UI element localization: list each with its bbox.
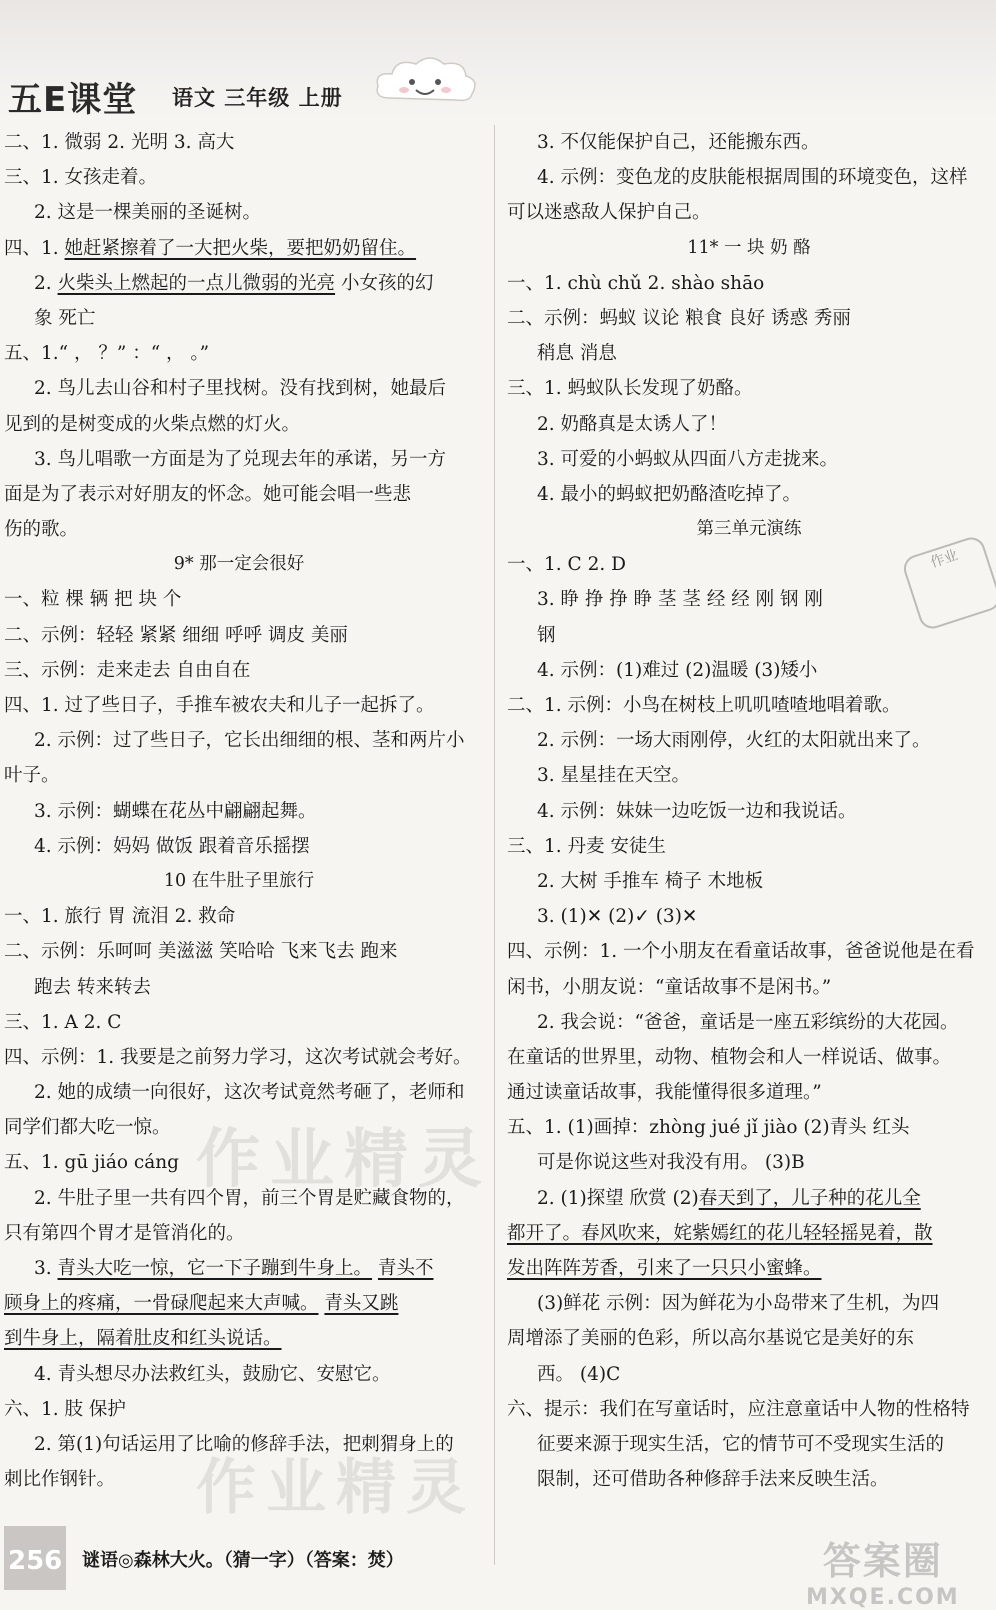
line-text: 见到的是树变成的火柴点燃的灯火。 bbox=[4, 413, 301, 435]
answer-line bbox=[4, 1040, 474, 1075]
line-text: 稍息 消息 bbox=[537, 343, 617, 365]
underlined-text: 青头又跳 bbox=[324, 1293, 399, 1315]
line-text: 可以迷惑敌人保护自己。 bbox=[507, 202, 711, 224]
line-text: 2. (1)探望 欣赏 (2) bbox=[537, 1187, 699, 1209]
answer-line bbox=[4, 653, 474, 688]
line-text: 三、1. 丹麦 安徒生 bbox=[507, 835, 666, 857]
riddle-text: 谜语◎森林大火。（猜一字）（答案：焚） bbox=[82, 1550, 404, 1571]
line-text: 一、1. 旅行 胃 流泪 2. 救命 bbox=[4, 906, 236, 928]
line-text: 二、示例：乐呵呵 美滋滋 笑哈哈 飞来飞去 跑来 bbox=[4, 941, 398, 963]
line-text: 第三单元演练 bbox=[696, 519, 802, 540]
answer-line bbox=[4, 1110, 474, 1145]
answer-line bbox=[507, 794, 991, 829]
line-text: 钢 bbox=[537, 624, 556, 646]
line-text: 六、1. 肢 保护 bbox=[4, 1398, 126, 1420]
subject-label: 语文 三年级 上册 bbox=[172, 86, 343, 110]
line-text: 刺比作钢针。 bbox=[4, 1469, 116, 1491]
answer-line bbox=[507, 301, 991, 336]
line-text: 4. 青头想尽办法救红头，鼓励它、安慰它。 bbox=[34, 1363, 391, 1385]
answer-line bbox=[507, 1181, 991, 1216]
underlined-text: 都开了。春风吹来，姹紫嫣红的花儿轻轻摇晃着，散 bbox=[507, 1222, 933, 1244]
line-text: 象 死亡 bbox=[34, 307, 96, 329]
line-text: 可是你说这些对我没有用。 (3)B bbox=[537, 1152, 805, 1174]
line-text: 2. 这是一棵美丽的圣诞树。 bbox=[34, 202, 262, 224]
line-text: 一、粒 棵 辆 把 块 个 bbox=[4, 589, 182, 611]
answer-line bbox=[507, 1427, 991, 1462]
answer-line bbox=[4, 1075, 474, 1110]
line-text: (3)鲜花 示例：因为鲜花为小岛带来了生机，为四 bbox=[537, 1293, 940, 1315]
left-column bbox=[4, 125, 474, 1497]
line-text: 五、1. gū jiáo cáng bbox=[4, 1152, 180, 1174]
answer-line bbox=[4, 407, 474, 442]
line-text: 四、示例：1. 一个小朋友在看童话故事，爸爸说他是在看 bbox=[507, 941, 975, 963]
answer-line bbox=[4, 723, 474, 758]
line-text: 9* 那一定会很好 bbox=[173, 554, 305, 575]
underlined-text: 发出阵阵芳香，引来了一只只小蜜蜂。 bbox=[507, 1258, 822, 1279]
section-title bbox=[507, 231, 991, 266]
line-text: 西。 (4)C bbox=[537, 1363, 621, 1385]
line-text: 四、1. 过了些日子，手推车被农夫和儿子一起拆了。 bbox=[4, 695, 435, 716]
line-text: 周增添了美丽的色彩，所以高尔基说它是美好的东 bbox=[507, 1328, 915, 1350]
answer-line bbox=[4, 618, 474, 653]
line-text: 四、1. bbox=[4, 237, 65, 259]
answer-line bbox=[4, 160, 474, 195]
answer-line bbox=[507, 195, 991, 230]
answer-line bbox=[4, 195, 474, 230]
line-text: 4. 示例：变色龙的皮肤能根据周围的环境变色，这样 bbox=[537, 167, 968, 189]
line-text: 同学们都大吃一惊。 bbox=[4, 1117, 171, 1139]
answer-line bbox=[4, 266, 474, 301]
line-text: 小女孩的幻 bbox=[335, 272, 434, 294]
line-text: 伤的歌。 bbox=[4, 519, 79, 541]
line-text: 五、1. (1)画掉：zhòng jué jǐ jiào (2)青头 红头 bbox=[507, 1117, 910, 1139]
line-text: 征要来源于现实生活，它的情节可不受现实生活的 bbox=[537, 1433, 945, 1455]
answer-line bbox=[4, 1392, 474, 1427]
line-text: 跑去 转来转去 bbox=[34, 976, 151, 998]
page-number-box bbox=[4, 1526, 66, 1590]
line-text: 一、1. chù chǔ 2. shào shāo bbox=[507, 272, 765, 294]
answer-line bbox=[507, 407, 991, 442]
line-text: 2. 奶酪真是太诱人了！ bbox=[537, 413, 728, 435]
answer-line bbox=[4, 1357, 474, 1392]
answer-line bbox=[4, 582, 474, 617]
underlined-text: 火柴头上燃起的一点儿微弱的光亮 bbox=[57, 272, 336, 294]
answer-line bbox=[507, 899, 991, 934]
answer-line bbox=[507, 688, 991, 723]
answer-line bbox=[4, 512, 474, 547]
line-text: 2. 她的成绩一向很好，这次考试竟然考砸了，老师和 bbox=[34, 1082, 465, 1104]
line-text: 3. (1)✕ (2)✓ (3)✕ bbox=[537, 906, 698, 928]
section-title bbox=[4, 864, 474, 899]
answer-line bbox=[4, 1005, 474, 1040]
answer-line bbox=[507, 1075, 991, 1110]
answer-line bbox=[507, 934, 991, 969]
answer-line bbox=[4, 477, 474, 512]
line-text: 3. 可爱的小蚂蚁从四面八方走拢来。 bbox=[537, 448, 839, 470]
answer-line bbox=[507, 1392, 991, 1427]
answer-line bbox=[507, 477, 991, 512]
answer-line bbox=[4, 1181, 474, 1216]
watermark-logo-text: 答案圈 bbox=[822, 1539, 943, 1583]
line-text: 2. 第(1)句话运用了比喻的修辞手法，把刺猬身上的 bbox=[34, 1433, 454, 1455]
watermark-text-1: 作业精灵 bbox=[196, 1123, 492, 1197]
answer-line bbox=[4, 934, 474, 969]
answer-line bbox=[4, 899, 474, 934]
line-text: 2. 示例：一场大雨刚停，火红的太阳就出来了。 bbox=[537, 730, 931, 752]
answer-line bbox=[507, 1216, 991, 1251]
line-text: 4. 示例：妹妹一边吃饭一边和我说话。 bbox=[537, 800, 857, 822]
answer-line bbox=[507, 758, 991, 793]
underlined-text: 青头大吃一惊，它一下子蹦到牛身上。 bbox=[57, 1258, 373, 1279]
line-text: 3. bbox=[34, 1258, 58, 1279]
page-header bbox=[0, 0, 996, 118]
line-text: 叶子。 bbox=[4, 765, 60, 787]
page-number: 256 bbox=[8, 1546, 63, 1576]
line-text: 闲书，小朋友说：“童话故事不是闲书。” bbox=[507, 976, 832, 998]
line-text: 五、1.“ ， ？” ：“ ， 。” bbox=[4, 343, 210, 365]
answer-line bbox=[507, 1321, 991, 1356]
answer-line bbox=[4, 1427, 474, 1462]
answer-line bbox=[507, 829, 991, 864]
answer-line bbox=[507, 160, 991, 195]
line-text: 四、示例：1. 我要是之前努力学习，这次考试就会考好。 bbox=[4, 1046, 472, 1068]
line-text: 2. 大树 手推车 椅子 木地板 bbox=[537, 870, 764, 892]
line-text: 11* 一 块 奶 酪 bbox=[687, 237, 811, 258]
answer-line bbox=[4, 688, 474, 723]
line-text: 4. 示例：(1)难过 (2)温暖 (3)矮小 bbox=[537, 659, 818, 681]
line-text: 三、1. A 2. C bbox=[4, 1011, 122, 1033]
answer-line bbox=[507, 1005, 991, 1040]
answer-line bbox=[4, 1251, 474, 1286]
watermark-logo-url: MXQE.COM bbox=[806, 1585, 960, 1610]
answer-line bbox=[4, 442, 474, 477]
answer-line bbox=[4, 336, 474, 371]
line-text: 3. 鸟儿唱歌一方面是为了兑现去年的承诺，另一方 bbox=[34, 448, 447, 470]
answer-line bbox=[507, 125, 991, 160]
line-text: 2. 我会说：“爸爸，童话是一座五彩缤纷的大花园。 bbox=[537, 1011, 959, 1033]
line-text: 二、1. 示例：小鸟在树枝上叽叽喳喳地唱着歌。 bbox=[507, 695, 901, 716]
answer-line bbox=[507, 653, 991, 688]
watermark-text-2: 作业精灵 bbox=[196, 1453, 476, 1523]
line-text: 10 在牛肚子里旅行 bbox=[163, 870, 315, 891]
answer-line bbox=[507, 336, 991, 371]
answer-line bbox=[507, 1040, 991, 1075]
answer-line bbox=[4, 1462, 474, 1497]
answer-line bbox=[4, 970, 474, 1005]
answer-line bbox=[4, 1321, 474, 1356]
line-text: 3. 睁 挣 挣 睁 茎 茎 经 经 刚 钢 刚 bbox=[537, 589, 823, 611]
answer-line bbox=[507, 723, 991, 758]
section-title bbox=[4, 547, 474, 582]
underlined-text: 到牛身上，隔着肚皮和红头说话。 bbox=[4, 1328, 282, 1350]
line-text: 4. 最小的蚂蚁把奶酪渣吃掉了。 bbox=[537, 483, 802, 505]
brand-title: 五E课堂 bbox=[8, 80, 138, 120]
answer-line bbox=[4, 371, 474, 406]
line-text: 三、1. 蚂蚁队长发现了奶酪。 bbox=[507, 378, 753, 400]
line-text: 2. bbox=[34, 272, 58, 294]
line-text: 2. 示例：过了些日子，它长出细细的根、茎和两片小 bbox=[34, 730, 465, 752]
answer-line bbox=[4, 794, 474, 829]
section-title bbox=[507, 512, 991, 547]
answer-line bbox=[507, 970, 991, 1005]
answer-line bbox=[4, 1145, 474, 1180]
line-text: 限制，还可借助各种修辞手法来反映生活。 bbox=[537, 1469, 889, 1491]
line-text: 通过读童话故事，我能懂得很多道理。” bbox=[507, 1082, 822, 1104]
answer-line bbox=[4, 1216, 474, 1251]
answer-line bbox=[507, 618, 991, 653]
cloud-icon bbox=[372, 52, 482, 108]
answer-line bbox=[4, 231, 474, 266]
answer-line bbox=[507, 266, 991, 301]
answer-line bbox=[507, 442, 991, 477]
answer-line bbox=[507, 1462, 991, 1497]
answer-line bbox=[4, 829, 474, 864]
answer-line bbox=[507, 1110, 991, 1145]
column-divider bbox=[494, 125, 495, 1565]
line-text: 三、示例：走来走去 自由自在 bbox=[4, 659, 251, 681]
answer-line bbox=[507, 371, 991, 406]
answer-line bbox=[4, 1286, 474, 1321]
right-column bbox=[507, 125, 991, 1497]
line-text: 只有第四个胃才是管消化的。 bbox=[4, 1222, 245, 1244]
line-text: 4. 示例：妈妈 做饭 跟着音乐摇摆 bbox=[34, 835, 310, 857]
line-text: 3. 星星挂在天空。 bbox=[537, 765, 691, 787]
line-text: 2. 牛肚子里一共有四个胃，前三个胃是贮藏食物的， bbox=[34, 1187, 465, 1209]
answer-line bbox=[507, 864, 991, 899]
underlined-text: 青头不 bbox=[377, 1258, 434, 1279]
underlined-text: 她赶紧擦着了一大把火柴，要把奶奶留住。 bbox=[64, 237, 417, 259]
watermark-logo bbox=[806, 1530, 960, 1610]
line-text: 二、1. 微弱 2. 光明 3. 高大 bbox=[4, 132, 235, 153]
line-text: 二、示例：蚂蚁 议论 粮食 良好 诱惑 秀丽 bbox=[507, 307, 851, 329]
underlined-text: 顾身上的疼痛，一骨碌爬起来大声喊。 bbox=[4, 1293, 319, 1315]
line-text: 一、1. C 2. D bbox=[507, 554, 626, 576]
line-text: 面是为了表示对好朋友的怀念。她可能会唱一些悲 bbox=[4, 483, 412, 505]
line-text: 3. 示例：蝴蝶在花丛中翩翩起舞。 bbox=[34, 800, 317, 822]
underlined-text: 春天到了，儿子种的花儿全 bbox=[698, 1187, 921, 1209]
answer-line bbox=[507, 1251, 991, 1286]
line-text: 二、示例：轻轻 紧紧 细细 呼呼 调皮 美丽 bbox=[4, 624, 348, 646]
line-text: 在童话的世界里，动物、植物会和人一样说话、做事。 bbox=[507, 1046, 952, 1068]
answer-line bbox=[507, 1145, 991, 1180]
answer-line bbox=[507, 1357, 991, 1392]
answer-line bbox=[4, 125, 474, 160]
answer-line bbox=[4, 301, 474, 336]
answer-line bbox=[4, 758, 474, 793]
line-text: 2. 鸟儿去山谷和村子里找树。没有找到树，她最后 bbox=[34, 378, 447, 400]
stamp-text: 作业 bbox=[928, 547, 961, 572]
line-text: 六、提示：我们在写童话时，应注意童话中人物的性格特 bbox=[507, 1398, 970, 1420]
answer-line bbox=[507, 1286, 991, 1321]
line-text: 三、1. 女孩走着。 bbox=[4, 167, 158, 189]
line-text: 3. 不仅能保护自己，还能搬东西。 bbox=[537, 132, 820, 153]
